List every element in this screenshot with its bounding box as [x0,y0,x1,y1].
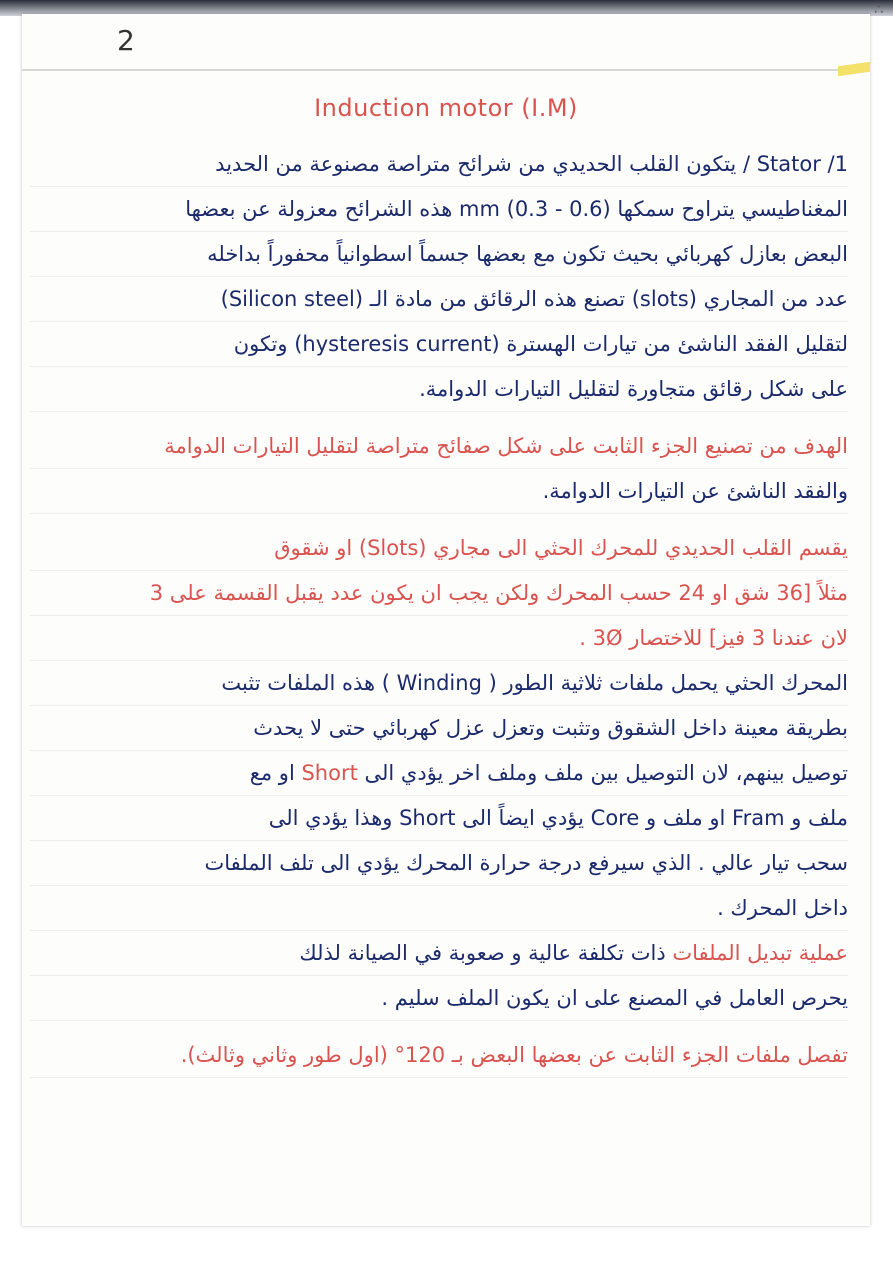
text-fragment: ذات تكلفة عالية و صعوبة في الصيانة لذلك [299,941,673,965]
highlight-fragment: عملية تبديل الملفات [672,941,848,965]
text-line: والفقد الناشئ عن التيارات الدوامة. [30,469,848,514]
text-line [30,751,848,796]
notebook-page [22,14,870,1226]
text-line: على شكل رقائق متجاورة لتقليل التيارات الدوامة. [30,367,848,412]
text-line-highlight: لان عندنا 3 فيز] للاختصار 3Ø . [30,616,848,661]
text-line-highlight: الهدف من تصنيع الجزء الثابت على شكل صفائح متراصة لتقليل التيارات الدوامة [30,424,848,469]
text-line-highlight: تفصل ملفات الجزء الثابت عن بعضها البعض بـ 120° (اول طور وثاني وثالث). [30,1033,848,1078]
text-line: المحرك الحثي يحمل ملفات ثلاثية الطور ( Winding ) هذه الملفات تثبت [30,661,848,706]
top-rule [22,69,842,71]
text-line-highlight: يقسم القلب الحديدي للمحرك الحثي الى مجاري (Slots) او شقوق [30,526,848,571]
text-fragment: توصيل بينهم، لان التوصيل بين ملف وملف اخر يؤدي الى [357,761,848,785]
text-line: عدد من المجاري (slots) تصنع هذه الرقائق من مادة الـ (Silicon steel) [30,277,848,322]
yellow-tab [838,62,870,76]
text-line: ملف و Fram او ملف و Core يؤدي ايضاً الى Short وهذا يؤدي الى [30,796,848,841]
text-line: 1/ Stator / يتكون القلب الحديدي من شرائح متراصة مصنوعة من الحديد [30,142,848,187]
text-line: البعض بعازل كهربائي بحيث تكون مع بعضها جسماً اسطوانياً محفوراً بداخله [30,232,848,277]
text-line: لتقليل الفقد الناشئ من تيارات الهسترة (hysteresis current) وتكون [30,322,848,367]
text-line: سحب تيار عالي . الذي سيرفع درجة حرارة المحرك يؤدي الى تلف الملفات [30,841,848,886]
page-title: Induction motor (I.M) [314,94,578,122]
corner-mark: ∴ [874,2,883,18]
short-term: Short [301,761,358,785]
text-line: المغناطيسي يتراوح سمكها mm (0.3 - 0.6) هذه الشرائح معزولة عن بعضها [30,187,848,232]
page-content [30,142,848,1078]
text-line: يحرص العامل في المصنع على ان يكون الملف سليم . [30,976,848,1021]
text-line: بطريقة معينة داخل الشقوق وتثبت وتعزل عزل كهربائي حتى لا يحدث [30,706,848,751]
text-line [30,931,848,976]
text-line-highlight: مثلاً [36 شق او 24 حسب المحرك ولكن يجب ان يكون عدد يقبل القسمة على 3 [30,571,848,616]
text-fragment: او مع [249,761,302,785]
text-line: داخل المحرك . [30,886,848,931]
page-number: 2 [117,24,135,57]
